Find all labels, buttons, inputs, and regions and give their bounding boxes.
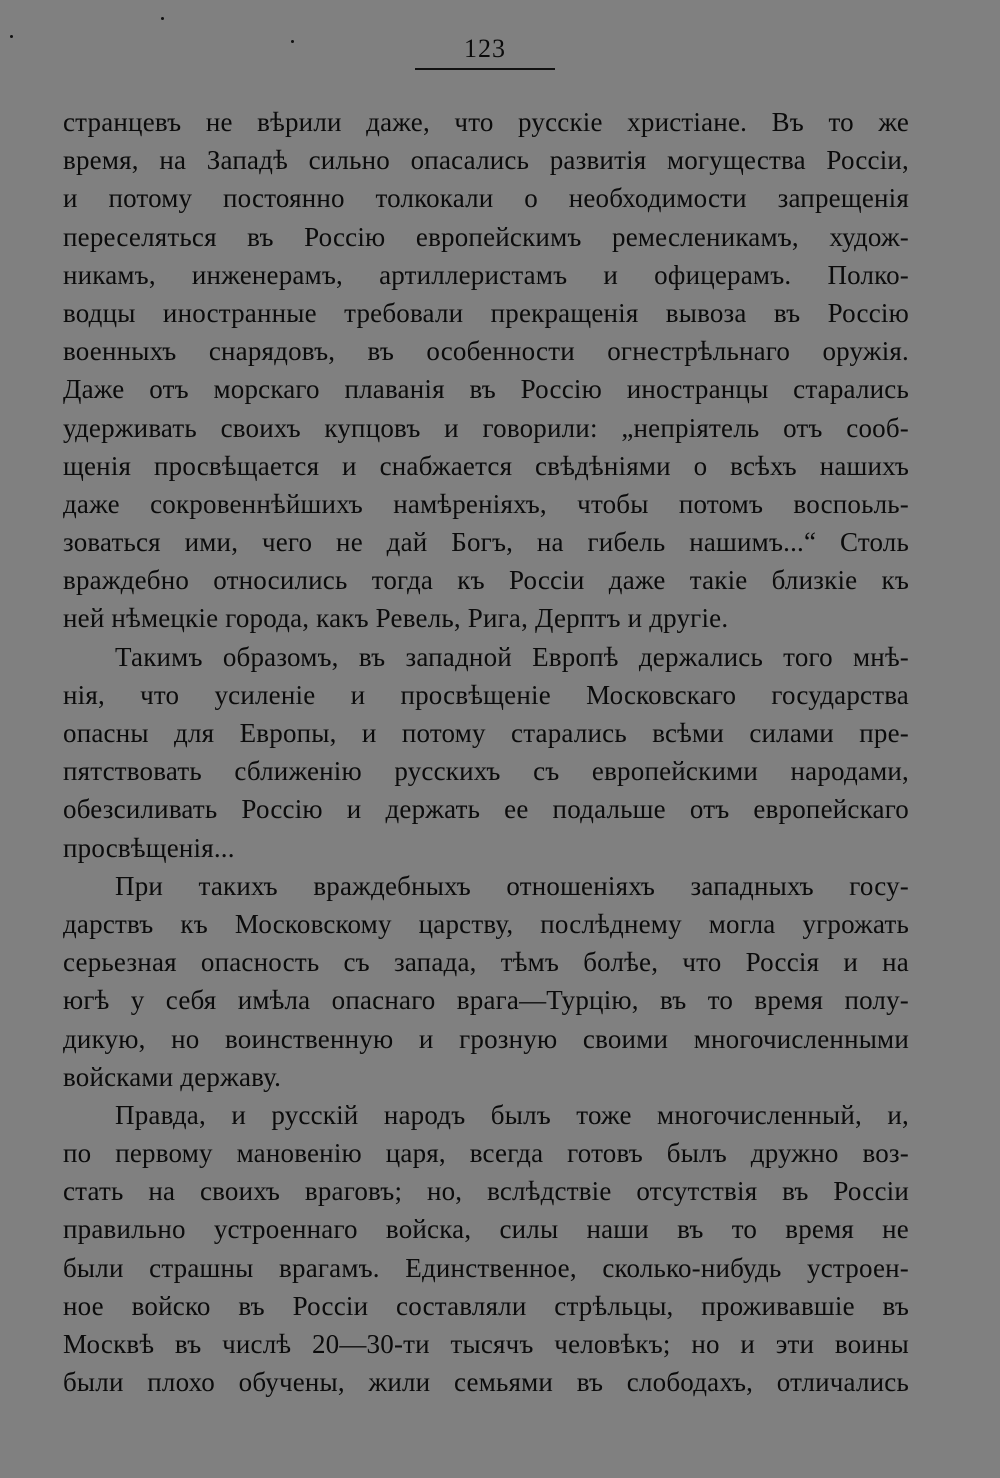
text-line: военныхъ снарядовъ, въ особенности огнестрѣльнаго оружія. [63,336,909,367]
text-line: никамъ, инженерамъ, артиллеристамъ и офицерамъ. Полко- [63,259,909,290]
text-line: враждебно относились тогда къ Россіи даже такіе близкіе къ [63,565,909,596]
text-line: были страшны врагамъ. Единственное, сколько-нибудь устроен- [63,1252,909,1283]
text-line: ное войско въ Россіи составляли стрѣльцы, проживавшіе въ [63,1290,909,1321]
text-line: по первому мановенію царя, всегда готовъ былъ дружно воз- [63,1138,909,1169]
text-line: дарствъ къ Московскому царству, послѣднему могла угрожать [63,908,909,939]
text-line: нія, что усиленіе и просвѣщеніе Московскаго государства [63,679,909,710]
text-line: зоваться ими, чего не дай Богъ, на гибель нашимъ...“ Столь [63,527,909,558]
text-line: странцевъ не вѣрили даже, что русскіе христіане. Въ то же [63,107,909,137]
text-line: Такимъ образомъ, въ западной Европѣ держались того мнѣ- [115,641,909,672]
text-line: югѣ у себя имѣла опаснаго врага—Турцію, въ то время полу- [63,985,909,1016]
text-line: серьезная опасность съ запада, тѣмъ болѣе, что Россія и на [63,947,909,978]
text-line: просвѣщенія... [63,832,235,863]
text-line: обезсиливать Россію и держать ее подальше отъ европейскаго [63,794,909,825]
paragraph-1 [63,103,909,638]
text-line: войсками державу. [63,1061,282,1092]
text-line: даже сокровеннѣйшихъ намѣреніяхъ, чтобы потомъ воспоьль- [63,488,909,519]
page-number: 123 [464,34,506,63]
text-line: время, на Западѣ сильно опасались развитія могущества Россіи, [63,145,909,176]
paragraph-3 [63,867,909,1096]
page-number-rule [415,68,555,70]
text-line: водцы иностранные требовали прекращенія вывоза въ Россію [63,297,909,328]
text-line: При такихъ враждебныхъ отношеніяхъ западныхъ госу- [115,870,909,901]
text-line: щенія просвѣщается и снабжается свѣдѣніями о всѣхъ нашихъ [63,450,909,481]
text-line: Правда, и русскій народъ былъ тоже многочисленный, и, [115,1099,909,1130]
scan-speck-1 [161,17,164,20]
text-line: ней нѣмецкіе города, какъ Ревель, Рига, Дерптъ и другіе. [63,603,729,634]
text-line: удерживать своихъ купцовъ и говорили: „непріятель отъ сооб- [63,412,909,443]
text-line: дикую, но воинственную и грозную своими многочисленными [63,1023,909,1054]
paragraph-2 [63,638,909,867]
text-line: стать на своихъ враговъ; но, вслѣдствіе отсутствія въ Россіи [63,1176,909,1207]
scan-speck-2 [10,35,13,38]
text-line: правильно устроеннаго войска, силы наши въ то время не [63,1214,909,1245]
text-line: опасны для Европы, и потому старались всѣми силами пре- [63,718,909,748]
text-line: переселяться въ Россію европейскимъ ремесленикамъ, худож- [63,221,909,252]
text-line: были плохо обучены, жили семьями въ слободахъ, отличались [63,1367,909,1398]
text-line: и потому постоянно толкокали о необходимости запрещенія [63,183,909,214]
text-line: Москвѣ въ числѣ 20—30-ти тысячъ человѣкъ; но и эти воины [63,1329,909,1359]
text-line: пятствовать сближенію русскихъ съ европейскими народами, [63,756,909,787]
body-text [63,103,909,1401]
text-line: Даже отъ морскаго плаванія въ Россію иностранцы старались [63,374,909,405]
scan-speck-3 [291,40,294,43]
paragraph-4 [63,1096,909,1402]
